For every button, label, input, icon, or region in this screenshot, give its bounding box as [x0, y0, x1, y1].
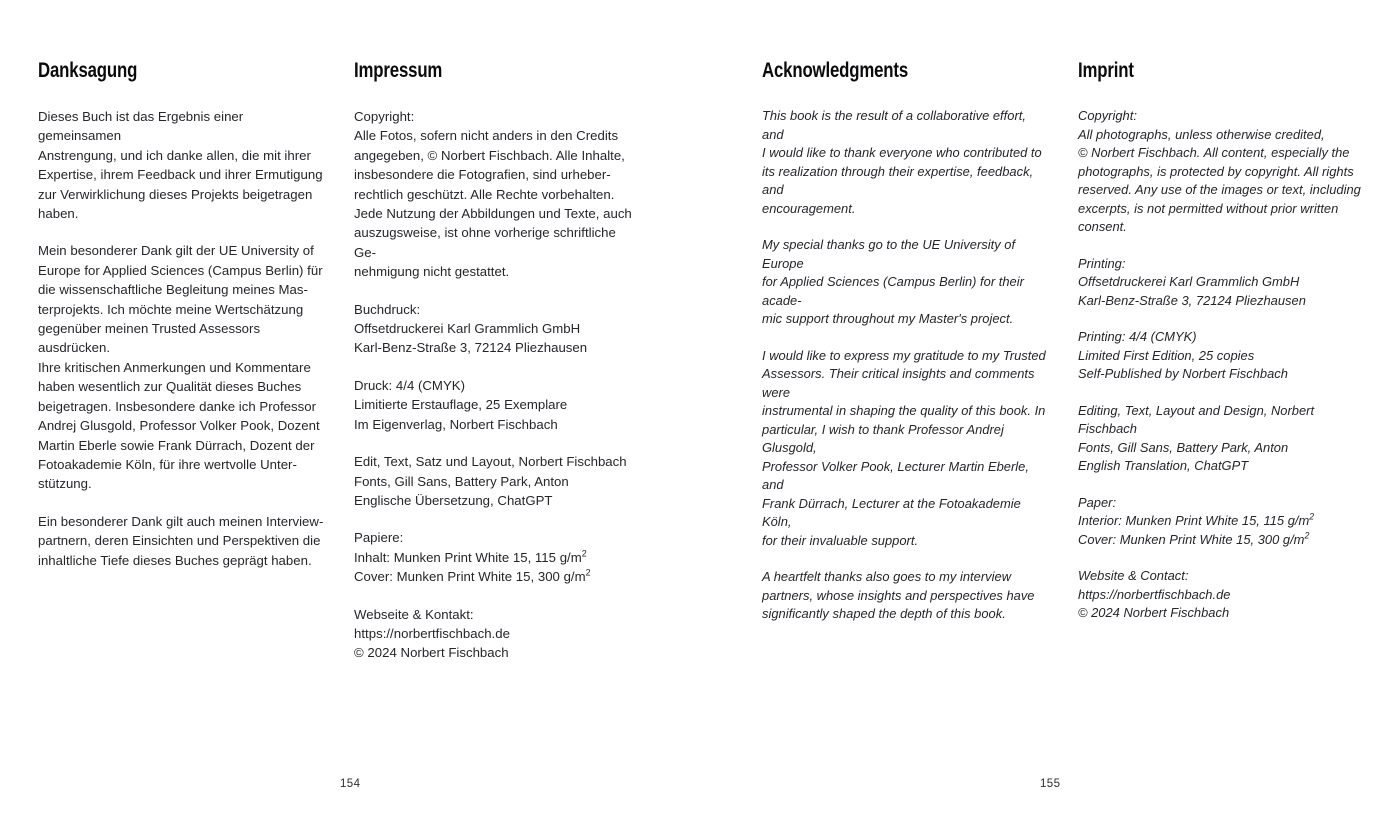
paragraph	[1078, 255, 1364, 311]
text-line: © 2024 Norbert Fischbach	[1078, 605, 1230, 620]
text-line: Limitierte Erstauflage, 25 Exemplare	[354, 397, 568, 413]
text-line: partnern, deren Einsichten und Perspektiven die	[38, 533, 321, 549]
text-line: Offsetdruckerei Karl Grammlich GmbH	[1078, 274, 1300, 289]
text-line: All photographs, unless otherwise credited,	[1078, 126, 1325, 142]
text-line: English Translation, ChatGPT	[1078, 458, 1249, 473]
text-line: Frank Dürrach, Lecturer at the Fotoakademie Köln,	[762, 495, 1025, 529]
paragraph	[762, 568, 1048, 624]
text-line: Editing, Text, Layout and Design, Norbert Fischbach	[1078, 402, 1318, 436]
text-line: insbesondere die Fotografien, sind urheber-	[354, 167, 611, 183]
paragraph	[354, 528, 640, 586]
text-line: its realization through their expertise, feedback, and	[762, 163, 1037, 197]
heading-imprint: Imprint	[1078, 59, 1134, 82]
text-line: Expertise, ihrem Feedback und ihrer Ermutigung	[38, 167, 323, 183]
paragraph	[1078, 567, 1364, 623]
page-number-left: 154	[340, 778, 361, 790]
text-line: zur Verwirklichung dieses Projekts beigetragen	[38, 186, 313, 202]
text-line: Andrej Glusgold, Professor Volker Pook, Dozent	[38, 418, 320, 434]
paragraph	[762, 107, 1048, 218]
text-line: Self-Published by Norbert Fischbach	[1078, 366, 1288, 381]
body-imprint	[1078, 107, 1364, 623]
left-page-columns	[38, 60, 640, 663]
text-line: Im Eigenverlag, Norbert Fischbach	[354, 416, 558, 432]
paragraph	[1078, 328, 1364, 384]
paragraph	[354, 452, 640, 510]
text-line: Papiere:	[354, 530, 404, 546]
text-line: Englische Übersetzung, ChatGPT	[354, 492, 553, 508]
text-line: I would like to express my gratitude to my Trusted	[762, 347, 1046, 363]
paragraph	[1078, 402, 1364, 476]
text-line: Offsetdruckerei Karl Grammlich GmbH	[354, 321, 581, 337]
paragraph	[1078, 107, 1364, 237]
paragraph	[354, 376, 640, 434]
column-acknowledgments	[762, 60, 1048, 624]
heading-acknowledgments: Acknowledgments	[762, 59, 909, 82]
text-line: reserved. Any use of the images or text, including	[1078, 182, 1361, 197]
text-line: stützung.	[38, 476, 92, 492]
text-line: nehmigung nicht gestattet.	[354, 264, 510, 280]
text-line: beigetragen. Insbesondere danke ich Professor	[38, 398, 317, 414]
text-line: Website & Contact:	[1078, 568, 1189, 583]
text-line: © 2024 Norbert Fischbach	[354, 645, 509, 661]
text-line: Karl-Benz-Straße 3, 72124 Pliezhausen	[1078, 292, 1306, 308]
text-line: rechtlich geschützt. Alle Rechte vorbehalten.	[354, 186, 615, 202]
text-line: haben wesentlich zur Qualität dieses Buches	[38, 379, 302, 395]
text-line: Interior: Munken Print White 15, 115 $g/m^2$	[1078, 511, 1315, 528]
text-line: photographs, is protected by copyright. All rights	[1078, 163, 1354, 179]
paragraph	[762, 236, 1048, 329]
text-line: for their invaluable support.	[762, 532, 919, 548]
text-line: Anstrengung, und ich danke allen, die mit ihrer	[38, 147, 311, 163]
text-line: Inhalt: Munken Print White 15, 115 $g/m^2$	[354, 548, 587, 565]
paragraph	[38, 512, 324, 570]
column-impressum	[354, 60, 640, 663]
text-line: Cover: Munken Print White 15, 300 $g/m^2$	[1078, 530, 1310, 547]
text-line: terprojekts. Ich möchte meine Wertschätzung	[38, 301, 304, 317]
text-line: partners, whose insights and perspectives have	[762, 587, 1035, 603]
column-danksagung	[38, 60, 324, 663]
column-imprint	[1078, 60, 1364, 624]
text-line: Paper:	[1078, 494, 1117, 510]
body-acknowledgments	[762, 107, 1048, 624]
text-line: angegeben, © Norbert Fischbach. Alle Inhalte,	[354, 147, 625, 163]
paragraph	[354, 605, 640, 663]
right-page-columns	[762, 60, 1364, 624]
text-line: Dieses Buch ist das Ergebnis einer gemeinsamen	[38, 109, 247, 144]
paragraph	[38, 241, 324, 493]
text-line: Limited First Edition, 25 copies	[1078, 347, 1255, 363]
text-line: Printing: 4/4 (CMYK)	[1078, 329, 1197, 344]
text-line: This book is the result of a collaborative effort, and	[762, 108, 1030, 142]
text-line: Fonts, Gill Sans, Battery Park, Anton	[1078, 439, 1289, 455]
text-line: Cover: Munken Print White 15, 300 $g/m^2$	[354, 567, 591, 585]
text-line: Fotoakademie Köln, für ihre wertvolle Unter-	[38, 456, 297, 472]
text-line: consent.	[1078, 219, 1127, 234]
text-line: for Applied Sciences (Campus Berlin) for their acade-	[762, 274, 1028, 308]
text-line: haben.	[38, 206, 79, 222]
paragraph	[354, 107, 640, 282]
text-line: Alle Fotos, sofern nicht anders in den Credits	[354, 128, 619, 144]
text-line: Mein besonderer Dank gilt der UE University of	[38, 243, 314, 259]
heading-impressum: Impressum	[354, 59, 443, 82]
text-line: instrumental in shaping the quality of this book. In	[762, 403, 1046, 418]
right-page	[700, 0, 1400, 831]
text-line: Ein besonderer Dank gilt auch meinen Interview-	[38, 513, 324, 529]
text-line: Copyright:	[1078, 108, 1137, 123]
text-line: Ihre kritischen Anmerkungen und Kommentare	[38, 359, 311, 375]
text-line: auszugsweise, ist ohne vorherige schriftliche Ge-	[354, 225, 620, 260]
text-line: © Norbert Fischbach. All content, especially the	[1078, 145, 1350, 160]
body-impressum	[354, 107, 640, 663]
paragraph	[354, 300, 640, 358]
text-line: gegenüber meinen Trusted Assessors ausdrücken.	[38, 321, 264, 356]
text-line: Martin Eberle sowie Frank Dürrach, Dozent der	[38, 437, 315, 453]
text-line: excerpts, is not permitted without prior written	[1078, 200, 1339, 216]
text-line: Buchdruck:	[354, 301, 421, 317]
text-line: Karl-Benz-Straße 3, 72124 Pliezhausen	[354, 340, 588, 356]
paragraph	[1078, 494, 1364, 550]
text-line: Europe for Applied Sciences (Campus Berlin) für	[38, 262, 323, 278]
text-line: die wissenschaftliche Begleitung meines Mas-	[38, 282, 308, 298]
text-line: A heartfelt thanks also goes to my interview	[762, 569, 1012, 584]
text-line: significantly shaped the depth of this book.	[762, 606, 1006, 621]
text-line: https://norbertfischbach.de	[1078, 586, 1231, 602]
text-line: https://norbertfischbach.de	[354, 625, 510, 641]
text-line: Printing:	[1078, 255, 1126, 271]
text-line: Druck: 4/4 (CMYK)	[354, 377, 465, 393]
text-line: Copyright:	[354, 109, 415, 124]
text-line: Fonts, Gill Sans, Battery Park, Anton	[354, 473, 569, 489]
text-line: I would like to thank everyone who contributed to	[762, 145, 1042, 160]
text-line: Jede Nutzung der Abbildungen und Texte, auch	[354, 206, 632, 222]
text-line: Professor Volker Pook, Lecturer Martin Eberle, and	[762, 458, 1033, 492]
text-line: My special thanks go to the UE University of Europe	[762, 237, 1019, 271]
text-line: particular, I wish to thank Professor Andrej Glusgold,	[762, 421, 1008, 455]
paragraph	[38, 107, 324, 223]
heading-danksagung: Danksagung	[38, 59, 138, 82]
text-line: encouragement.	[762, 200, 856, 216]
page-number-right: 155	[1040, 778, 1061, 790]
body-danksagung	[38, 107, 324, 570]
text-line: Webseite & Kontakt:	[354, 606, 474, 622]
text-line: Assessors. Their critical insights and comments were	[762, 366, 1039, 400]
text-line: mic support throughout my Master's project.	[762, 311, 1014, 326]
text-line: inhaltliche Tiefe dieses Buches geprägt haben.	[38, 552, 312, 568]
paragraph	[762, 347, 1048, 551]
text-line: Edit, Text, Satz und Layout, Norbert Fischbach	[354, 454, 627, 470]
